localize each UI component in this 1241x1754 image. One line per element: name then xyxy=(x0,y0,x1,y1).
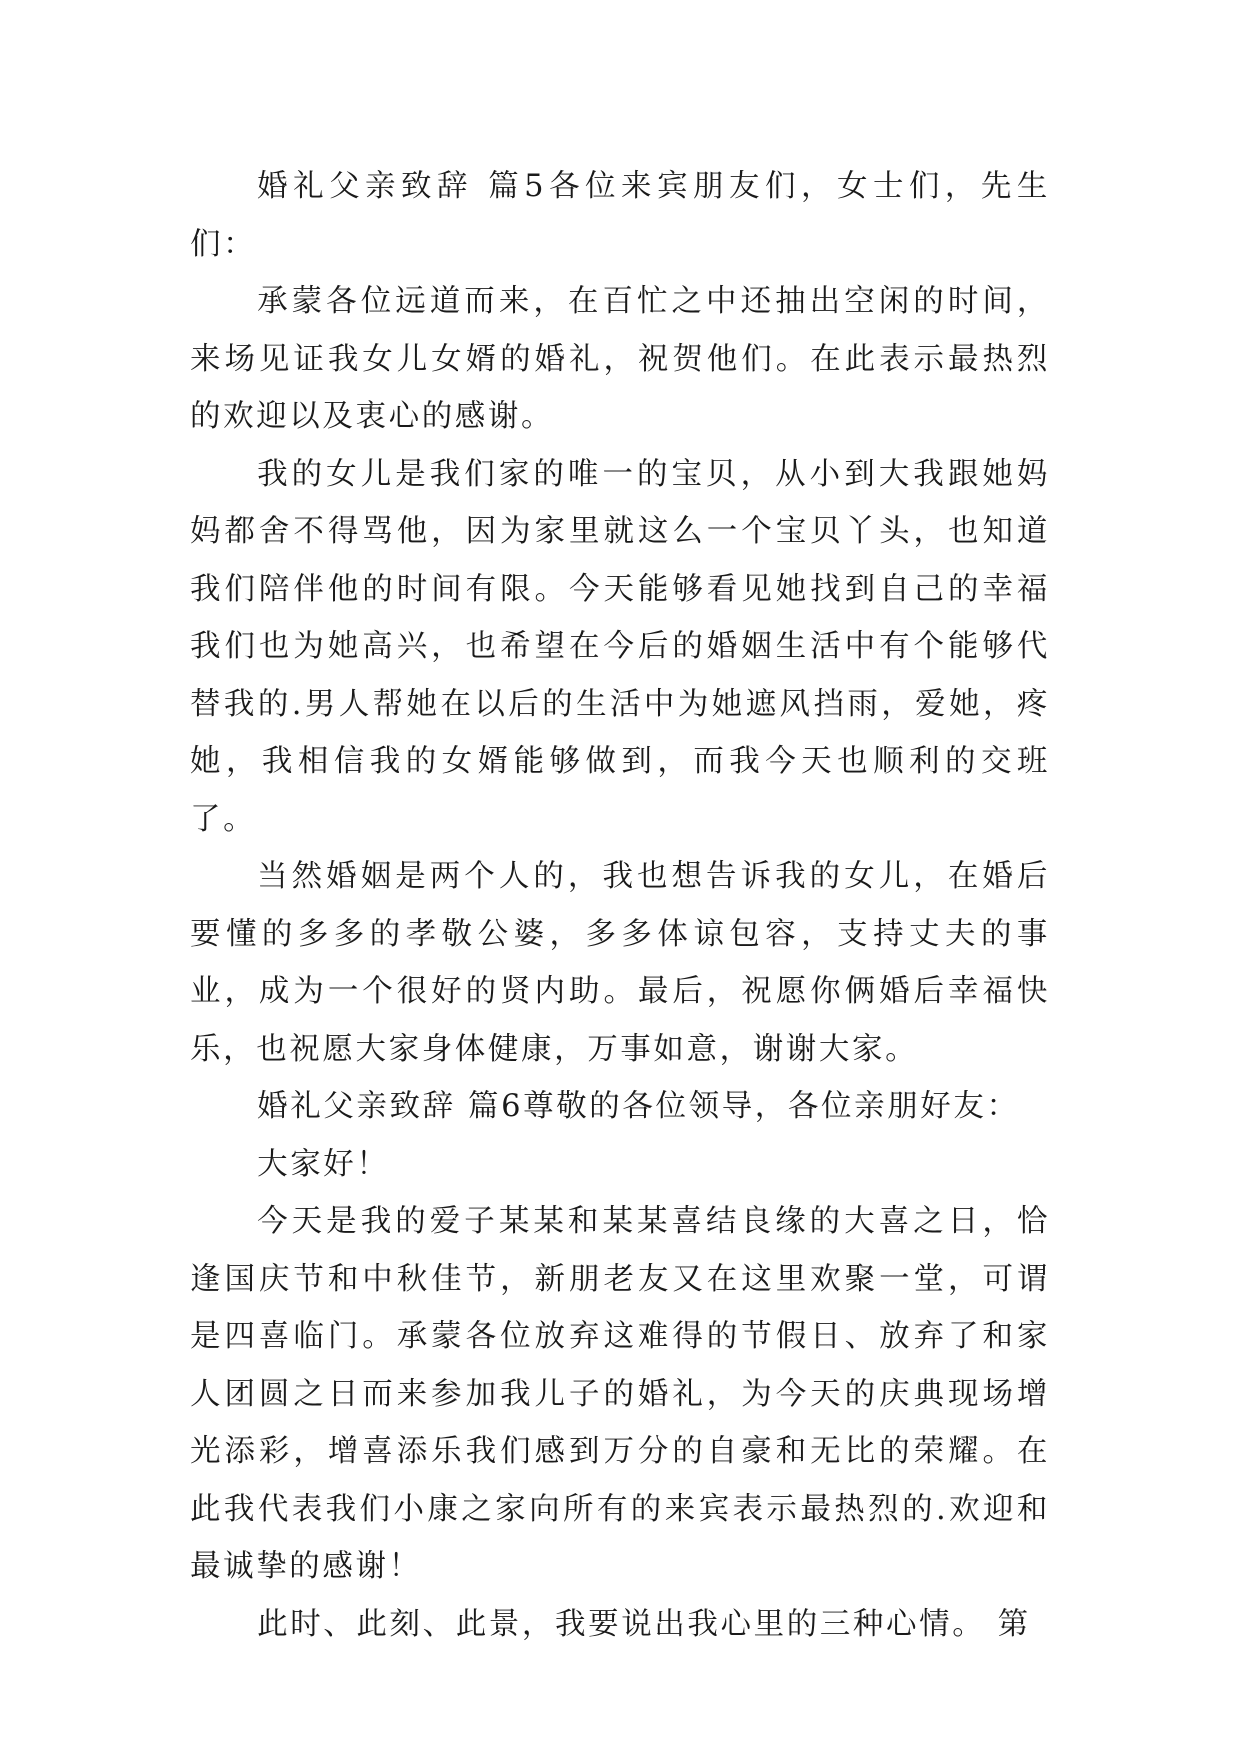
paragraph-about-daughter: 我的女儿是我们家的唯一的宝贝，从小到大我跟她妈妈都舍不得骂他，因为家里就这么一个宝贝丫头，也知道我们陪伴他的时间有限。今天能够看见她找到自己的幸福我们也为她高兴，也希望在今后的婚姻生活中有个能够代替我的.男人帮她在以后的生活中为她遮风挡雨，爱她，疼她，我相信我的女婿能够做到，而我今天也顺利的交班了。 xyxy=(190,456,1050,837)
paragraph-speech5-opening: 婚礼父亲致辞 篇5各位来宾朋友们，女士们，先生们： xyxy=(190,169,1050,262)
paragraph-wedding-celebration: 今天是我的爱子某某和某某喜结良缘的大喜之日，恰逢国庆节和中秋佳节，新朋老友又在这里欢聚一堂，可谓是四喜临门。承蒙各位放弃这难得的节假日、放弃了和家人团圆之日而来参加我儿子的婚礼，为今天的庆典现场增光添彩，增喜添乐我们感到万分的自豪和无比的荣耀。在此我代表我们小康之家向所有的来宾表示最热烈的.欢迎和最诚挚的感谢！ xyxy=(190,1204,1050,1584)
paragraph-advice-daughter: 当然婚姻是两个人的，我也想告诉我的女儿，在婚后要懂的多多的孝敬公婆，多多体谅包容，支持丈夫的事业，成为一个很好的贤内助。最后，祝愿你俩婚后幸福快乐，也祝愿大家身体健康，万事如意，谢谢大家。 xyxy=(190,859,1050,1067)
paragraph-three-feelings: 此时、此刻、此景，我要说出我心里的三种心情。 第 xyxy=(257,1606,1031,1642)
paragraph-speech6-opening: 婚礼父亲致辞 篇6尊敬的各位领导，各位亲朋好友： xyxy=(257,1089,1020,1124)
paragraph-welcome-thanks: 承蒙各位远道而来，在百忙之中还抽出空闲的时间，来场见证我女儿女婿的婚礼，祝贺他们。在此表示最热烈的欢迎以及衷心的感谢。 xyxy=(190,284,1050,434)
document-body xyxy=(190,158,1050,1653)
paragraph-greeting: 大家好！ xyxy=(257,1146,390,1182)
